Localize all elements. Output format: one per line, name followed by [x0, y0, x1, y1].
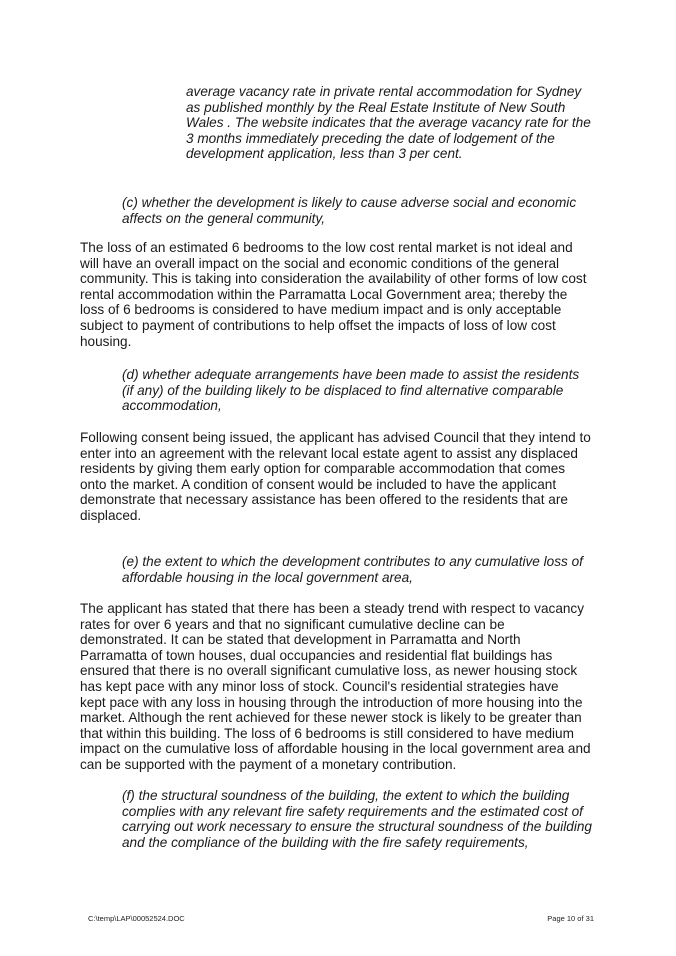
criterion-b-text-continuation: average vacancy rate in private rental accommodation for Sydney as published monthly by the Real Estate Institute of New South Wales . The website indicates that the average vacancy rate for the 3 months immediately preceding the date of lodgement of the development application, less than 3 per cent. [186, 84, 591, 162]
criterion-c-heading: (c) whether the development is likely to cause adverse social and economic affects on the general community, [122, 195, 577, 226]
criterion-c-response: The loss of an estimated 6 bedrooms to the low cost rental market is not ideal and will have an overall impact on the social and economic conditions of the general community. This is taking into consideration the availability of other forms of low cost rental accommodation within the Parramatta Local Government area; thereby the loss of 6 bedrooms is considered to have medium impact and is only acceptable subject to payment of contributions to help offset the impacts of loss of low cost housing. [80, 240, 587, 349]
criterion-d-heading: (d) whether adequate arrangements have been made to assist the residents (if any) of the building likely to be displaced to find alternative comparable accommodation, [122, 367, 580, 414]
footer-page-number: Page 10 of 31 [547, 914, 594, 923]
criterion-f-heading: (f) the structural soundness of the building, the extent to which the building complies with any relevant fire safety requirements and the estimated cost of carrying out work necessary to ensure the structural soundness of the building and the compliance of the building with the fire safety requirements, [122, 788, 592, 850]
criterion-e-response: The applicant has stated that there has been a steady trend with respect to vacancy rates for over 6 years and that no significant cumulative decline can be demonstrated. It can be stated that development in Parramatta and North Parramatta of town houses, dual occupancies and residential flat buildings has ensured that there is no overall significant cumulative loss, as newer housing stock has kept pace with any minor loss of stock. Council's residential strategies have kept pace with any loss in housing through the introduction of more housing into the market. Although the rent achieved for these newer stock is likely to be greater than that within this building. The loss of 6 bedrooms is still considered to have medium impact on the cumulative loss of affordable housing in the local government area and can be supported with the payment of a monetary contribution. [80, 601, 591, 772]
criterion-d-response: Following consent being issued, the applicant has advised Council that they intend to enter into an agreement with the relevant local estate agent to assist any displaced residents by giving them early option for comparable accommodation that comes onto the market. A condition of consent would be included to have the applicant demonstrate that necessary assistance has been offered to the residents that are displaced. [80, 430, 591, 523]
criterion-e-heading: (e) the extent to which the development contributes to any cumulative loss of affordable housing in the local government area, [122, 554, 583, 585]
footer-file-path: C:\temp\LAP\00052524.DOC [88, 914, 185, 923]
